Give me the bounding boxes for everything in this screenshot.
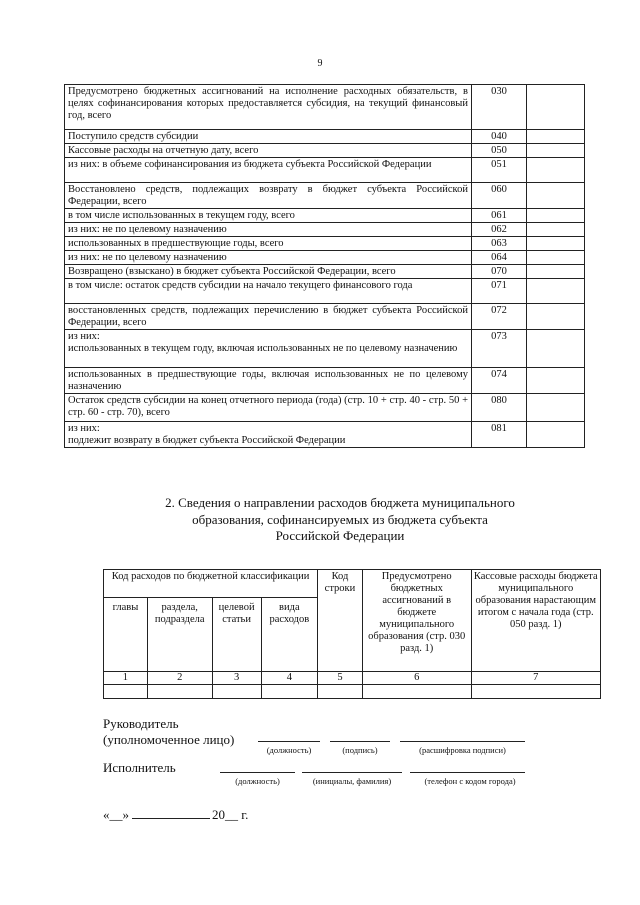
planned-appropriations-header: Предусмотрено бюджетных ассигнований в бюджете муниципального образования (стр. 030 разд. 1): [362, 570, 471, 672]
section-2-title: 2. Сведения о направлении расходов бюджета муниципального образования, софинансируемых из бюджета субъекта Российской Федерации: [165, 495, 515, 543]
row-value-cell: [527, 158, 585, 183]
row-value-cell: [527, 85, 585, 130]
row-text: Возвращено (взыскано) в бюджет субъекта Российской Федерации, всего: [65, 265, 472, 279]
column-number: 6: [362, 672, 471, 685]
date-year: 20__ г.: [212, 807, 249, 822]
row-code: 072: [472, 304, 527, 330]
head-name-caption: (расшифровка подписи): [419, 745, 506, 755]
row-text: из них: использованных в текущем году, включая использованных не по целевому назначению: [65, 330, 472, 368]
row-code: 051: [472, 158, 527, 183]
data-cell: [104, 685, 148, 699]
section-header: раздела, подраздела: [147, 598, 212, 672]
budget-classification-header: Код расходов по бюджетной классификации: [104, 570, 318, 598]
data-cell: [362, 685, 471, 699]
row-text: использованных в предшествующие годы, включая использованных не по целевому назначению: [65, 368, 472, 394]
row-code: 060: [472, 183, 527, 209]
table-row: [65, 265, 585, 279]
table-row: [65, 158, 585, 183]
row-code-header: Код строки: [318, 570, 363, 672]
row-code: 030: [472, 85, 527, 130]
row-code: 081: [472, 422, 527, 448]
row-value-cell: [527, 130, 585, 144]
row-value-cell: [527, 144, 585, 158]
target-item-header: целевой статьи: [212, 598, 261, 672]
column-number: 3: [212, 672, 261, 685]
row-code: 063: [472, 237, 527, 251]
head-position-line: [258, 741, 320, 742]
row-text: Восстановлено средств, подлежащих возврату в бюджет субъекта Российской Федерации, всего: [65, 183, 472, 209]
row-text: из них: не по целевому назначению: [65, 223, 472, 237]
row-text: Кассовые расходы на отчетную дату, всего: [65, 144, 472, 158]
column-number: 2: [147, 672, 212, 685]
row-value-cell: [527, 265, 585, 279]
executor-name-line: [302, 772, 402, 773]
row-text: из них: подлежит возврату в бюджет субъекта Российской Федерации: [65, 422, 472, 448]
executor-position-caption: (должность): [235, 776, 280, 786]
table-row: [65, 422, 585, 448]
expense-type-header: вида расходов: [261, 598, 317, 672]
data-cell: [318, 685, 363, 699]
row-text: восстановленных средств, подлежащих перечислению в бюджет субъекта Российской Федерации, всего: [65, 304, 472, 330]
row-code: 061: [472, 209, 527, 223]
head-signature-caption: (подпись): [342, 745, 378, 755]
row-value-cell: [527, 209, 585, 223]
row-value-cell: [527, 183, 585, 209]
row-text: Предусмотрено бюджетных ассигнований на исполнение расходных обязательств, в целях софинансирования которых предоставляется субсидия, на текущий финансовый год, всего: [65, 85, 472, 130]
row-code: 071: [472, 279, 527, 304]
page-number: 9: [317, 58, 323, 69]
row-code: 040: [472, 130, 527, 144]
cash-expenses-header: Кассовые расходы бюджета муниципального образования нарастающим итогом с начала года (стр. 050 разд. 1): [471, 570, 601, 672]
row-text: из них: в объеме софинансирования из бюджета субъекта Российской Федерации: [65, 158, 472, 183]
data-cell: [212, 685, 261, 699]
row-code: 050: [472, 144, 527, 158]
row-value-cell: [527, 223, 585, 237]
table-row: [65, 368, 585, 394]
head-name-line: [400, 741, 525, 742]
table-row: [65, 144, 585, 158]
table-row: [65, 251, 585, 265]
chapter-header: главы: [104, 598, 148, 672]
row-value-cell: [527, 237, 585, 251]
row-value-cell: [527, 251, 585, 265]
row-value-cell: [527, 304, 585, 330]
executor-name-caption: (инициалы, фамилия): [312, 776, 392, 786]
head-position-caption: (должность): [266, 745, 312, 755]
column-number: 1: [104, 672, 148, 685]
column-number: 4: [261, 672, 317, 685]
column-number: 5: [318, 672, 363, 685]
row-text: в том числе: остаток средств субсидии на начало текущего финансового года: [65, 279, 472, 304]
row-value-cell: [527, 422, 585, 448]
row-text: из них: не по целевому назначению: [65, 251, 472, 265]
row-code: 080: [472, 394, 527, 422]
column-number: 7: [471, 672, 601, 685]
table-row: [65, 85, 585, 130]
table-row: [65, 304, 585, 330]
data-cell: [471, 685, 601, 699]
row-text: Остаток средств субсидии на конец отчетного периода (года) (стр. 10 + стр. 40 - стр. 50 + стр. 60 - стр. 70), всего: [65, 394, 472, 422]
table-row: [65, 330, 585, 368]
executor-phone-caption: (телефон с кодом города): [424, 776, 516, 786]
date-month-line: [132, 818, 210, 819]
executor-phone-line: [410, 772, 525, 773]
row-value-cell: [527, 279, 585, 304]
executor-position-line: [220, 772, 295, 773]
table-row: [65, 130, 585, 144]
data-cell: [261, 685, 317, 699]
head-signature-line: [330, 741, 390, 742]
row-code: 073: [472, 330, 527, 368]
row-code: 064: [472, 251, 527, 265]
expense-direction-table: [103, 569, 601, 699]
subsidy-report-table: [64, 84, 585, 448]
row-code: 062: [472, 223, 527, 237]
row-text: Поступило средств субсидии: [65, 130, 472, 144]
table-row: [65, 237, 585, 251]
row-text: в том числе использованных в текущем году, всего: [65, 209, 472, 223]
row-code: 074: [472, 368, 527, 394]
row-code: 070: [472, 265, 527, 279]
table-row: [65, 279, 585, 304]
table-row: [65, 394, 585, 422]
head-signature-label: Руководитель (уполномоченное лицо): [103, 716, 235, 747]
table-row: [65, 223, 585, 237]
table-row: [65, 209, 585, 223]
row-value-cell: [527, 330, 585, 368]
table-row: [65, 183, 585, 209]
date-day: «__»: [103, 807, 129, 822]
data-cell: [147, 685, 212, 699]
row-value-cell: [527, 368, 585, 394]
row-text: использованных в предшествующие годы, всего: [65, 237, 472, 251]
executor-label: Исполнитель: [103, 760, 176, 775]
row-value-cell: [527, 394, 585, 422]
